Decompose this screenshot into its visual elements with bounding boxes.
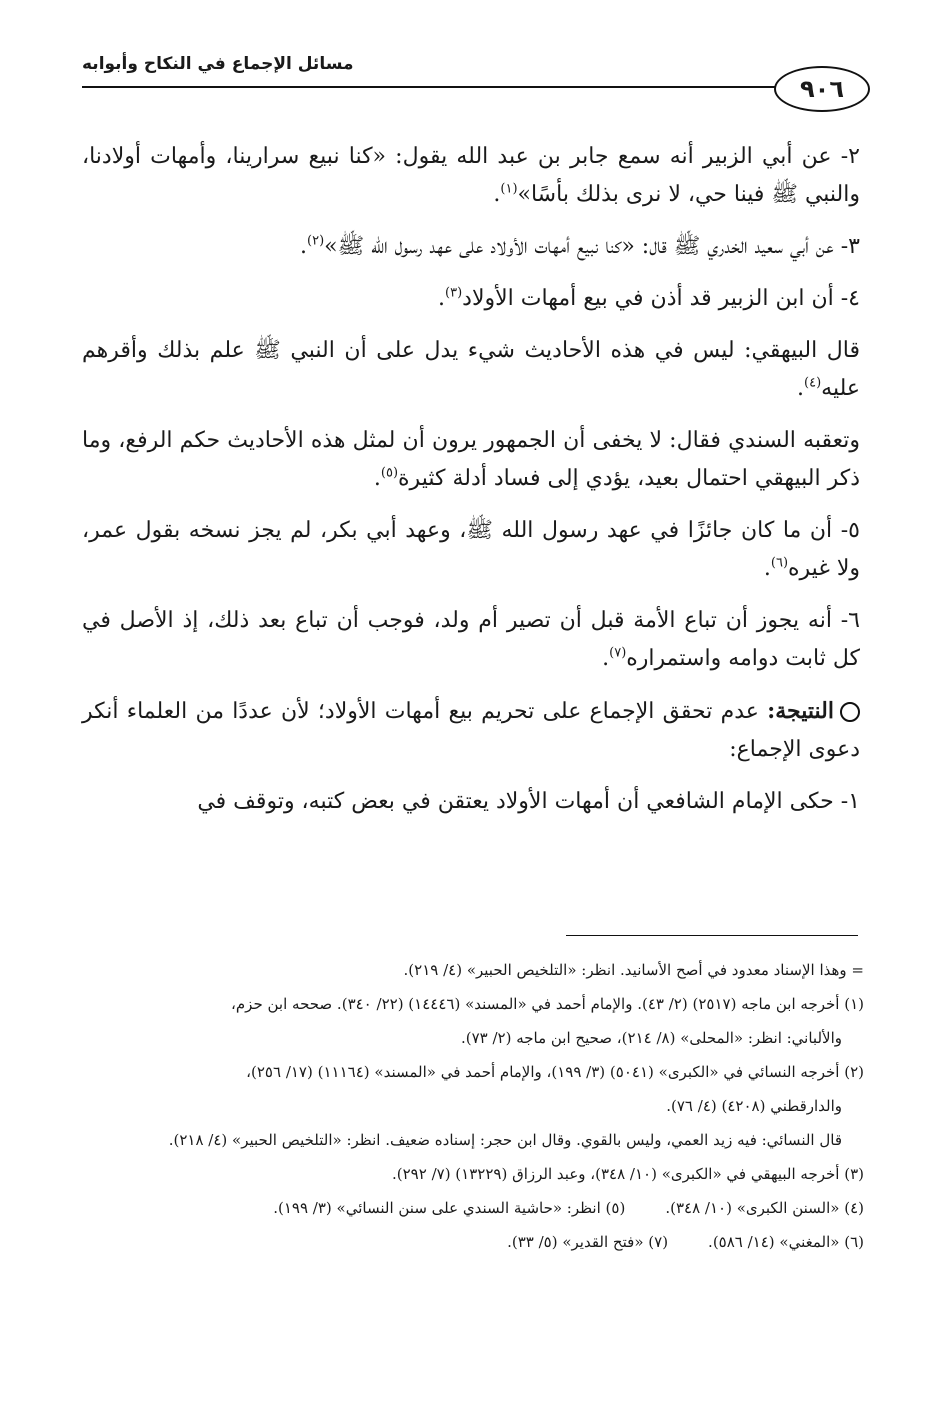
footnote-ref: (٤): [804, 375, 822, 391]
page-number: ٩٠٦: [800, 75, 844, 103]
footnote: = وهذا الإسناد معدود في أصح الأسانيد. انظر: «التلخيص الحبير» (٤/ ٢١٩).: [403, 961, 864, 979]
paragraph: [82, 783, 860, 821]
paragraph-text: وتعقبه السندي فقال: لا يخفى أن الجمهور يرون أن لمثل هذه الأحاديث حكم الرفع، وما ذكر البيهقي احتمال بعيد، يؤدي إلى فساد أدلة كثيرة: [82, 428, 860, 491]
page-header: [82, 40, 870, 130]
paragraph-text: عدم تحقق الإجماع على تحريم بيع أمهات الأولاد؛ لأن عددًا من العلماء أنكر دعوى الإجماع:: [82, 699, 860, 762]
circle-bullet-icon: [840, 702, 860, 722]
footnotes: [82, 955, 864, 1261]
paragraph-text: ٢- عن أبي الزبير أنه سمع جابر بن عبد الله يقول: «كنا نبيع سرارينا، وأمهات أولادنا، والنبي ﷺ فينا حي، لا نرى بذلك بأسًا»: [82, 144, 860, 207]
footnote: (٤) «السنن الكبرى» (١٠/ ٣٤٨).: [665, 1199, 864, 1217]
footnote-continuation: والألباني: انظر: «المحلى» (٨/ ٢١٤)، صحيح ابن ماجه (٢/ ٧٣).: [460, 1029, 842, 1047]
paragraph: ٦- أنه يجوز أن تباع الأمة قبل أن تصير أم ولد، فوجب أن تباع بعد ذلك، إذ الأصل في كل ثابت دوامه واستمراره$^{(٧)}$.: [82, 608, 860, 671]
result-lead: النتيجة:: [767, 698, 834, 724]
footnote-ref: (٣): [445, 285, 463, 301]
header-rule: [82, 86, 778, 88]
footnote-continuation: والدارقطني (٤٢٠٨) (٤/ ٧٦).: [666, 1097, 842, 1115]
main-text: [82, 138, 860, 835]
footnote-ref: (١): [500, 181, 518, 197]
paragraph: ٢- عن أبي الزبير أنه سمع جابر بن عبد الله يقول: «كنا نبيع سرارينا، وأمهات أولادنا، والنبي ﷺ فينا حي، لا نرى بذلك بأسًا»$^{(١)}$.: [82, 144, 860, 207]
paragraph: وتعقبه السندي فقال: لا يخفى أن الجمهور يرون أن لمثل هذه الأحاديث حكم الرفع، وما ذكر البيهقي احتمال بعيد، يؤدي إلى فساد أدلة كثيرة$^{(٥)}$.: [82, 428, 860, 491]
paragraph: قال البيهقي: ليس في هذه الأحاديث شيء يدل على أن النبي ﷺ علم بذلك وأقرهم عليه$^{(٤)}$.: [82, 338, 860, 401]
result-paragraph: [82, 692, 860, 769]
footnote: (٢) أخرجه النسائي في «الكبرى» (٥٠٤١) (٣/ ١٩٩)، والإمام أحمد في «المسند» (١١١٦٤) (١٧/ ٢٥٦)،: [246, 1063, 864, 1081]
paragraph: ٣- عن أبي سعيد الخدري ﷺ قال: «كنا نبيع أمهات الأولاد على عهد رسول الله ﷺ»$^{(٢)}$.: [300, 233, 860, 259]
footnote: (٥) انظر: «حاشية السندي على سنن النسائي» (٣/ ١٩٩).: [273, 1199, 626, 1217]
paragraph-text: ٥- أن ما كان جائزًا في عهد رسول الله ﷺ، وعهد أبي بكر، لم يجز نسخه بقول عمر، ولا غيره: [82, 518, 860, 581]
footnote: (٧) «فتح القدير» (٥/ ٣٣).: [507, 1233, 669, 1251]
paragraph: ٤- أن ابن الزبير قد أذن في بيع أمهات الأولاد$^{(٣)}$.: [438, 285, 860, 311]
footnote-ref: (٦): [770, 555, 789, 571]
page-number-frame: [774, 66, 870, 112]
paragraph-text: قال البيهقي: ليس في هذه الأحاديث شيء يدل على أن النبي ﷺ علم بذلك وأقرهم عليه: [82, 338, 860, 401]
footnote-separator: [566, 935, 858, 936]
footnote: (٦) «المغني» (١٤/ ٥٨٦).: [708, 1233, 864, 1251]
footnote-ref: (٢): [307, 233, 325, 249]
footnote-ref: (٥): [380, 465, 399, 481]
running-title: مسائل الإجماع في النكاح وأبوابه: [82, 54, 354, 74]
footnote-row: [82, 1193, 864, 1223]
footnote-row: [82, 1227, 864, 1257]
footnote-continuation: قال النسائي: فيه زيد العمي، وليس بالقوي. وقال ابن حجر: إسناده ضعيف. انظر: «التلخيص الحبير» (٤/ ٢١٨).: [168, 1131, 842, 1149]
paragraph-text: ٦- أنه يجوز أن تباع الأمة قبل أن تصير أم ولد، فوجب أن تباع بعد ذلك، إذ الأصل في كل ثابت دوامه واستمراره: [82, 608, 860, 671]
paragraph: ٥- أن ما كان جائزًا في عهد رسول الله ﷺ، وعهد أبي بكر، لم يجز نسخه بقول عمر، ولا غيره$^{(٦)}$.: [82, 518, 860, 581]
paragraph-text: ٣- عن أبي سعيد الخدري ﷺ قال: «كنا نبيع أمهات الأولاد على عهد رسول الله ﷺ»: [324, 234, 860, 259]
paragraph-text: ٤- أن ابن الزبير قد أذن في بيع أمهات الأولاد: [462, 286, 860, 311]
paragraph-text: ١- حكى الإمام الشافعي أن أمهات الأولاد يعتقن في بعض كتبه، وتوقف في: [197, 789, 860, 814]
footnote: (١) أخرجه ابن ماجه (٢٥١٧) (٢/ ٤٣). والإمام أحمد في «المسند» (١٤٤٤٦) (٢٢/ ٣٤٠). صححه ابن حزم،: [231, 995, 864, 1013]
footnote-ref: (٧): [609, 645, 627, 661]
footnote: (٣) أخرجه البيهقي في «الكبرى» (١٠/ ٣٤٨)، وعبد الرزاق (١٣٢٢٩) (٧/ ٢٩٢).: [392, 1165, 864, 1183]
